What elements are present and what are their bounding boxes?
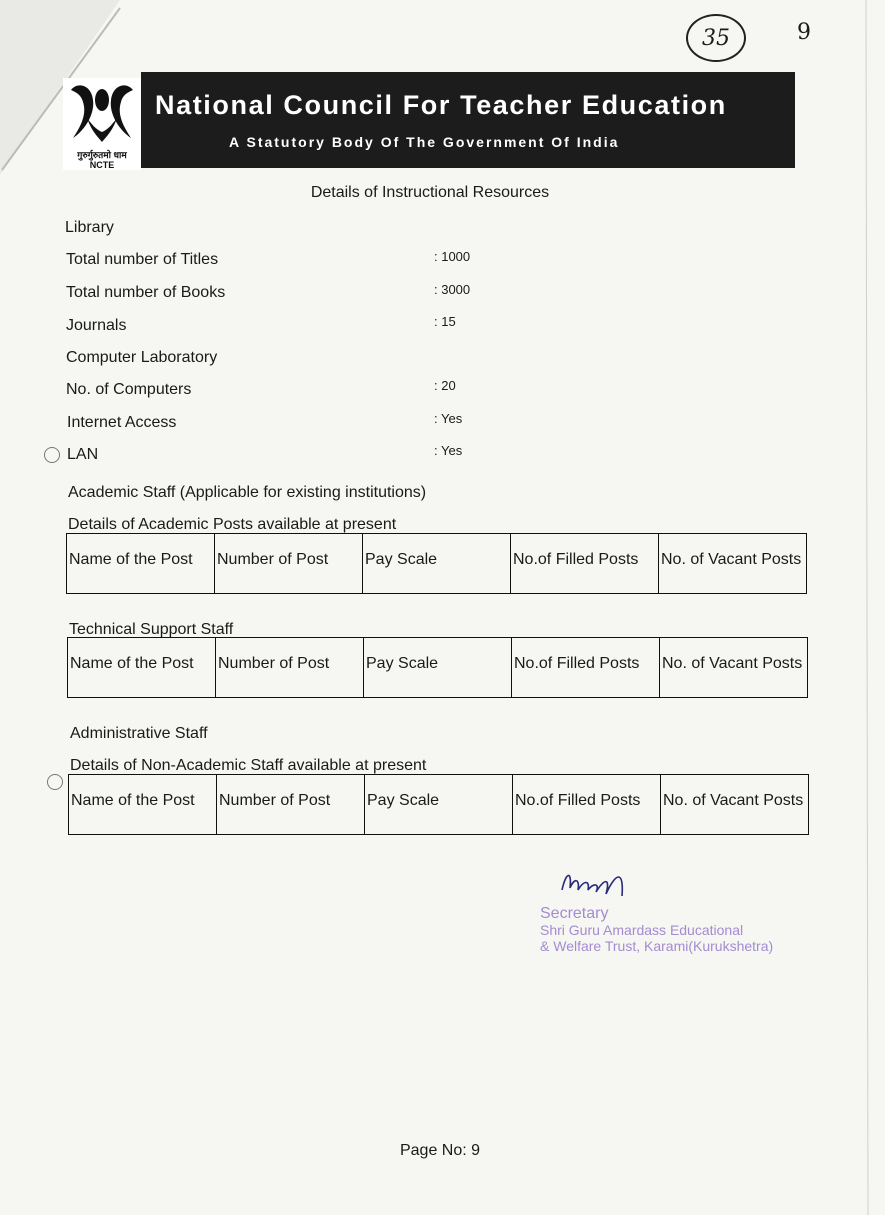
logo-caption-ncte: NCTE bbox=[89, 160, 115, 170]
table-row bbox=[67, 534, 807, 594]
computer-lab-heading: Computer Laboratory bbox=[66, 349, 218, 366]
journals-value: : 15 bbox=[434, 314, 456, 329]
stamp-trust: & Welfare Trust, Karami(Kurukshetra) bbox=[540, 938, 774, 954]
ncte-emblem-icon bbox=[63, 78, 141, 150]
stamp-org: Shri Guru Amardass Educational bbox=[540, 922, 744, 938]
table-header-cell: Pay Scale bbox=[363, 534, 511, 594]
table-header-cell: No. of Vacant Posts bbox=[661, 775, 809, 835]
administrative-staff-heading: Administrative Staff bbox=[70, 725, 208, 742]
table-header-cell: Number of Post bbox=[217, 775, 365, 835]
non-academic-subheading: Details of Non-Academic Staff available at present bbox=[70, 757, 427, 774]
circled-page-number bbox=[686, 14, 746, 62]
margin-mark bbox=[47, 774, 63, 790]
header-banner bbox=[141, 72, 795, 168]
table-header-cell: No.of Filled Posts bbox=[511, 534, 659, 594]
secretary-stamp bbox=[540, 906, 773, 954]
table-header-cell: Number of Post bbox=[216, 638, 364, 698]
table-header-cell: No.of Filled Posts bbox=[512, 638, 660, 698]
page-number: Page No: 9 bbox=[399, 1142, 481, 1159]
logo-caption bbox=[69, 150, 135, 170]
table-header-cell: No. of Vacant Posts bbox=[659, 534, 807, 594]
internet-value: : Yes bbox=[434, 411, 463, 426]
library-books-value: : 3000 bbox=[434, 282, 471, 297]
technical-staff-heading: Technical Support Staff bbox=[69, 621, 234, 638]
stamp-title: Secretary bbox=[540, 905, 609, 922]
ncte-header bbox=[63, 72, 795, 170]
non-academic-staff-table bbox=[68, 774, 809, 835]
journals-label: Journals bbox=[66, 317, 127, 334]
computers-label: No. of Computers bbox=[66, 381, 192, 398]
table-header-cell: No.of Filled Posts bbox=[513, 775, 661, 835]
library-books-label: Total number of Books bbox=[66, 284, 226, 301]
library-heading: Library bbox=[65, 219, 114, 236]
table-header-cell: Pay Scale bbox=[364, 638, 512, 698]
circled-number-text: 35 bbox=[702, 25, 730, 51]
table-header-cell: Name of the Post bbox=[69, 775, 217, 835]
table-header-cell: Pay Scale bbox=[365, 775, 513, 835]
library-titles-value: : 1000 bbox=[434, 249, 471, 264]
computers-value: : 20 bbox=[434, 378, 456, 393]
lan-value: : Yes bbox=[434, 443, 463, 458]
margin-mark bbox=[44, 447, 60, 463]
library-titles-label: Total number of Titles bbox=[66, 251, 219, 268]
internet-label: Internet Access bbox=[67, 414, 177, 431]
table-header-cell: Name of the Post bbox=[67, 534, 215, 594]
council-subtitle: A Statutory Body Of The Government Of India bbox=[229, 134, 620, 150]
council-title: National Council For Teacher Education bbox=[155, 90, 727, 120]
document-title: Details of Instructional Resources bbox=[310, 184, 550, 201]
academic-posts-table bbox=[66, 533, 807, 594]
logo-caption-hindi: गुरुर्गुरुतमो धाम bbox=[77, 150, 127, 160]
signature-scribble bbox=[556, 866, 636, 902]
table-row bbox=[68, 638, 808, 698]
table-header-cell: No. of Vacant Posts bbox=[660, 638, 808, 698]
academic-posts-subheading: Details of Academic Posts available at present bbox=[68, 516, 397, 533]
technical-staff-table bbox=[67, 637, 808, 698]
table-row bbox=[69, 775, 809, 835]
corner-page-number: 9 bbox=[797, 20, 811, 45]
table-header-cell: Number of Post bbox=[215, 534, 363, 594]
table-header-cell: Name of the Post bbox=[68, 638, 216, 698]
academic-staff-heading: Academic Staff (Applicable for existing institutions) bbox=[68, 484, 427, 501]
lan-label: LAN bbox=[67, 446, 99, 463]
ncte-logo bbox=[63, 78, 141, 170]
